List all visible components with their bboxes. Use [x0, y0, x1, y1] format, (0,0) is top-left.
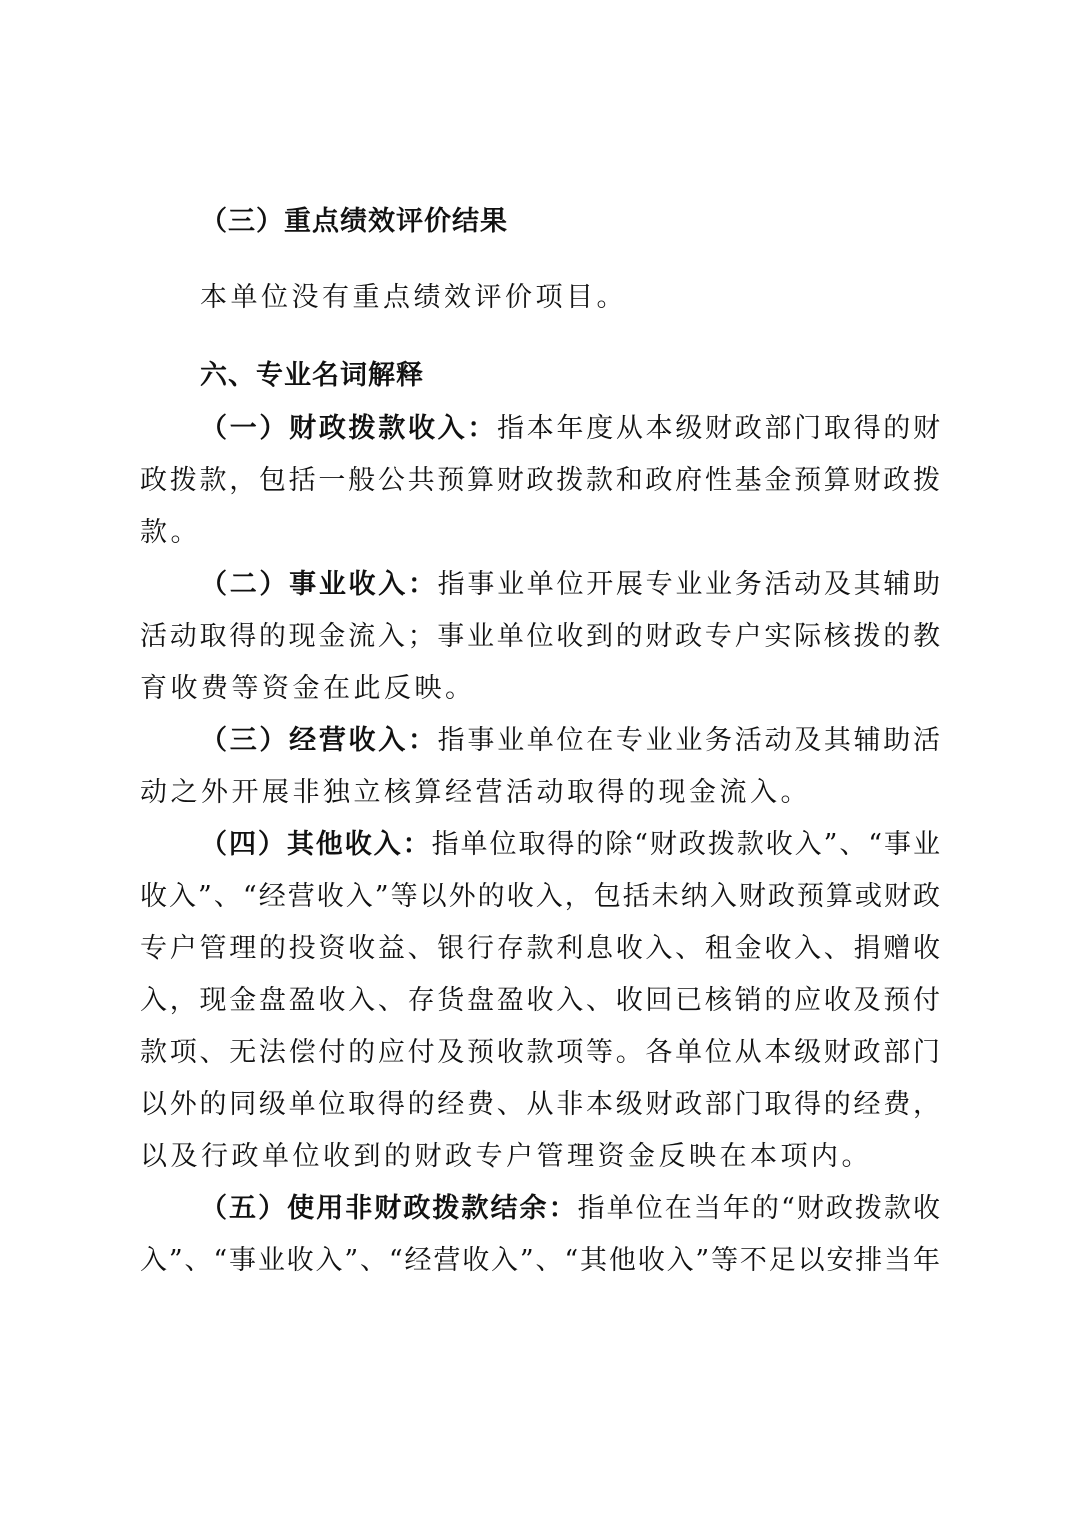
term-label: （三）经营收入：: [200, 725, 438, 756]
term-paragraph-4-line-7: 以及行政单位收到的财政专户管理资金反映在本项内。: [140, 1141, 872, 1172]
term-paragraph-4-line-6: 以外的同级单位取得的经费、从非本级财政部门取得的经费，: [140, 1089, 940, 1120]
term-paragraph-5-line-2: 入”、“事业收入”、“经营收入”、“其他收入”等不足以安排当年: [140, 1245, 940, 1276]
term-label: （一）财政拨款收入：: [200, 413, 498, 444]
term-paragraph-4-line-3: 专户管理的投资收益、银行存款利息收入、租金收入、捐赠收: [140, 933, 940, 964]
term-paragraph-4-line-2: 收入”、“经营收入”等以外的收入，包括未纳入财政预算或财政: [140, 881, 940, 912]
term-paragraph-4-line-1: （四）其他收入：指单位取得的除“财政拨款收入”、“事业: [200, 829, 940, 860]
term-paragraph-4-line-5: 款项、无法偿付的应付及预收款项等。各单位从本级财政部门: [140, 1037, 940, 1068]
term-paragraph-3-line-2: 动之外开展非独立核算经营活动取得的现金流入。: [140, 777, 811, 808]
term-paragraph-1-line-3: 款。: [140, 517, 201, 548]
term-paragraph-3-line-1: （三）经营收入：指事业单位在专业业务活动及其辅助活: [200, 725, 941, 756]
term-paragraph-2-line-1: （二）事业收入：指事业单位开展专业业务活动及其辅助: [200, 569, 941, 600]
term-paragraph-1-line-1: （一）财政拨款收入：指本年度从本级财政部门取得的财: [200, 413, 941, 444]
term-paragraph-1-line-2: 政拨款，包括一般公共预算财政拨款和政府性基金预算财政拨: [140, 465, 940, 496]
term-paragraph-5-line-1: （五）使用非财政拨款结余：指单位在当年的“财政拨款收: [200, 1193, 940, 1224]
term-label: （二）事业收入：: [200, 569, 438, 600]
term-paragraph-2-line-2: 活动取得的现金流入；事业单位收到的财政专户实际核拨的教: [140, 621, 940, 652]
performance-results-text: 本单位没有重点绩效评价项目。: [200, 282, 627, 313]
term-paragraph-2-line-3: 育收费等资金在此反映。: [140, 673, 476, 704]
term-label: （四）其他收入：: [200, 829, 432, 860]
section-heading-terminology: 六、专业名词解释: [200, 360, 424, 391]
section-heading-performance-results: （三）重点绩效评价结果: [200, 206, 508, 237]
term-paragraph-4-line-4: 入，现金盘盈收入、存货盘盈收入、收回已核销的应收及预付: [140, 985, 940, 1016]
term-label: （五）使用非财政拨款结余：: [200, 1193, 578, 1224]
